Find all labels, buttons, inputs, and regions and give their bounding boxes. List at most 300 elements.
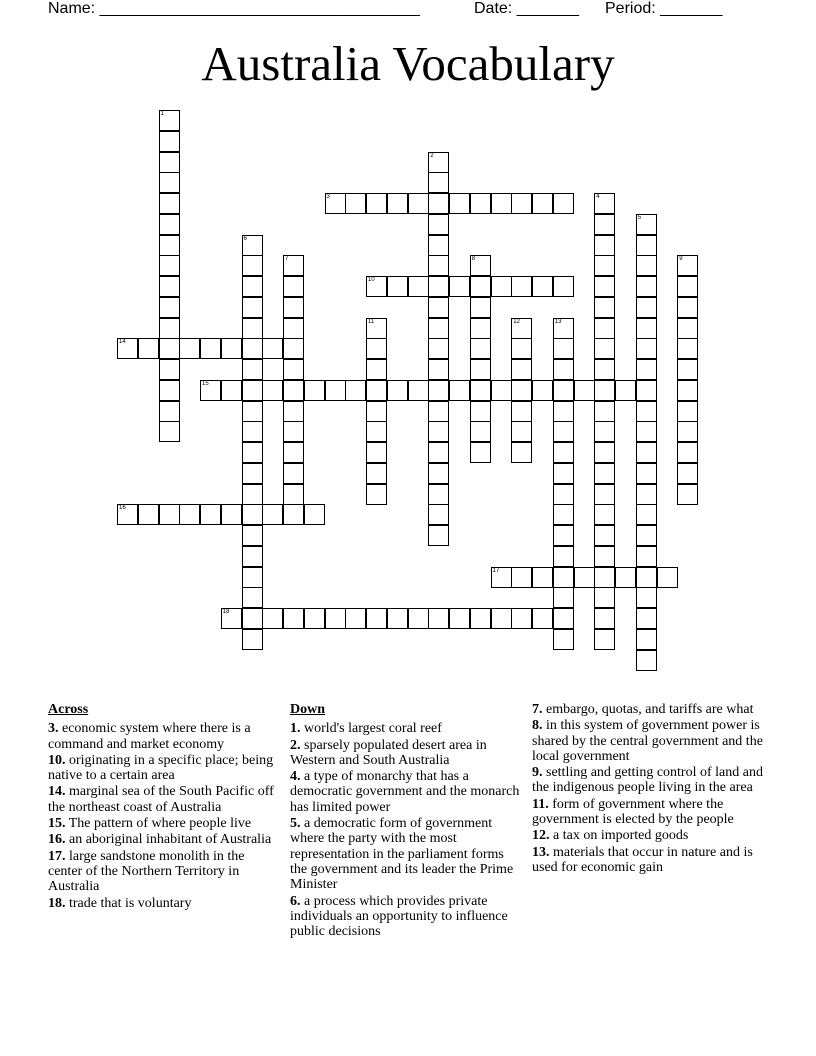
crossword-cell[interactable] [594,193,615,214]
cell-number: 9 [679,256,683,263]
crossword-cell[interactable] [242,235,263,256]
crossword-cell[interactable] [408,193,429,214]
clue-item [48,816,280,831]
crossword-cell[interactable] [262,380,283,401]
crossword-cell[interactable] [366,463,387,484]
crossword-cell[interactable] [511,193,532,214]
crossword-cell[interactable] [159,235,180,256]
clue-number: 1. [290,721,301,737]
crossword-cell[interactable] [553,380,574,401]
crossword-cell[interactable] [159,193,180,214]
crossword-cell[interactable] [636,525,657,546]
crossword-cell[interactable] [553,401,574,422]
clue-text: The pattern of where people live [68,816,252,832]
crossword-cell[interactable] [366,401,387,422]
crossword-cell[interactable] [636,359,657,380]
crossword-cell[interactable] [677,359,698,380]
cell-number: 12 [513,318,520,325]
crossword-cell[interactable] [242,442,263,463]
crossword-cell[interactable] [677,484,698,505]
clue-item [48,896,280,911]
crossword-cell[interactable] [283,608,304,629]
clue-item [532,845,764,876]
crossword-cell[interactable] [553,463,574,484]
crossword-cell[interactable] [594,297,615,318]
crossword-cell[interactable] [449,380,470,401]
clue-number: 8. [532,718,543,734]
crossword-cell[interactable] [532,193,553,214]
crossword-cell[interactable] [304,380,325,401]
crossword-cell[interactable] [283,504,304,525]
crossword-cell[interactable] [594,318,615,339]
crossword-cell[interactable] [179,338,200,359]
crossword-cell[interactable] [159,276,180,297]
crossword-cell[interactable] [117,504,138,525]
crossword-cell[interactable] [470,338,491,359]
crossword-cell[interactable] [511,401,532,422]
crossword-cell[interactable] [636,587,657,608]
crossword-cell[interactable] [677,442,698,463]
crossword-cell[interactable] [366,421,387,442]
crossword-cell[interactable] [117,338,138,359]
crossword-cell[interactable] [594,421,615,442]
crossword-cell[interactable] [242,484,263,505]
crossword-cell[interactable] [553,587,574,608]
crossword-cell[interactable] [283,442,304,463]
crossword-cell[interactable] [242,359,263,380]
crossword-cell[interactable] [283,359,304,380]
crossword-cell[interactable] [677,380,698,401]
crossword-cell[interactable] [594,338,615,359]
across-heading: Across [48,702,89,717]
crossword-cell[interactable] [366,318,387,339]
crossword-cell[interactable] [428,338,449,359]
crossword-cell[interactable] [636,567,657,588]
cell-number: 6 [243,235,247,242]
crossword-cell[interactable] [283,318,304,339]
crossword-cell[interactable] [159,131,180,152]
crossword-cell[interactable] [594,504,615,525]
clue-number: 14. [48,784,66,800]
clue-text: world's largest coral reef [304,721,442,737]
crossword-cell[interactable] [366,608,387,629]
crossword-cell[interactable] [594,401,615,422]
crossword-cell[interactable] [636,338,657,359]
crossword-cell[interactable] [553,318,574,339]
crossword-cell[interactable] [242,546,263,567]
crossword-cell[interactable] [428,401,449,422]
crossword-cell[interactable] [615,567,636,588]
crossword-cell[interactable] [553,338,574,359]
crossword-cell[interactable] [242,338,263,359]
crossword-cell[interactable] [636,380,657,401]
crossword-cell[interactable] [677,421,698,442]
crossword-cell[interactable] [511,567,532,588]
crossword-cell[interactable] [262,608,283,629]
crossword-cell[interactable] [428,421,449,442]
crossword-cell[interactable] [325,608,346,629]
down-heading: Down [290,702,326,717]
crossword-cell[interactable] [470,193,491,214]
crossword-cell[interactable] [553,525,574,546]
clue-number: 16. [48,832,66,848]
crossword-cell[interactable] [304,608,325,629]
crossword-cell[interactable] [636,421,657,442]
crossword-cell[interactable] [428,380,449,401]
crossword-cell[interactable] [470,359,491,380]
crossword-cell[interactable] [594,629,615,650]
page-title: Australia Vocabulary [201,36,615,91]
crossword-cell[interactable] [428,193,449,214]
crossword-cell[interactable] [553,484,574,505]
crossword-cell[interactable] [636,235,657,256]
crossword-cell[interactable] [159,401,180,422]
clue-text: a democratic form of government where the party with the most representation in the parliament forms the government and its leader the Prime Minister [290,816,514,893]
crossword-cell[interactable] [242,587,263,608]
crossword-cell[interactable] [283,255,304,276]
crossword-cell[interactable] [366,484,387,505]
crossword-cell[interactable] [428,172,449,193]
crossword-cell[interactable] [366,276,387,297]
crossword-cell[interactable] [594,463,615,484]
crossword-cell[interactable] [428,235,449,256]
crossword-cell[interactable] [408,608,429,629]
crossword-cell[interactable] [511,380,532,401]
crossword-cell[interactable] [159,255,180,276]
crossword-cell[interactable] [200,338,221,359]
clue-text: a process which provides private individuals an opportunity to influence public decisions [290,893,508,940]
crossword-cell[interactable] [470,380,491,401]
crossword-cell[interactable] [325,380,346,401]
crossword-cell[interactable] [553,442,574,463]
crossword-cell[interactable] [594,442,615,463]
crossword-cell[interactable] [138,338,159,359]
crossword-cell[interactable] [242,504,263,525]
crossword-cell[interactable] [262,504,283,525]
crossword-cell[interactable] [428,152,449,173]
clue-text: form of government where the government is elected by the people [532,796,734,828]
clue-number: 12. [532,828,550,844]
crossword-cell[interactable] [366,359,387,380]
crossword-cell[interactable] [242,380,263,401]
clue-item [290,816,522,892]
crossword-cell[interactable] [553,193,574,214]
crossword-cell[interactable] [511,421,532,442]
crossword-cell[interactable] [159,152,180,173]
clue-text: trade that is voluntary [69,895,192,911]
crossword-cell[interactable] [345,380,366,401]
crossword-cell[interactable] [366,193,387,214]
crossword-cell[interactable] [470,297,491,318]
crossword-cell[interactable] [470,276,491,297]
crossword-cell[interactable] [387,193,408,214]
clue-text: sparsely populated desert area in Western and South Australia [290,737,487,768]
crossword-cell[interactable] [636,318,657,339]
crossword-cell[interactable] [532,276,553,297]
crossword-cell[interactable] [636,608,657,629]
clue-item [290,738,522,769]
crossword-cell[interactable] [449,193,470,214]
crossword-cell[interactable] [242,255,263,276]
crossword-cell[interactable] [594,359,615,380]
crossword-cell[interactable] [594,214,615,235]
crossword-cell[interactable] [428,318,449,339]
crossword-cell[interactable] [511,338,532,359]
crossword-cell[interactable] [221,338,242,359]
crossword-cell[interactable] [677,255,698,276]
crossword-cell[interactable] [428,359,449,380]
crossword-cell[interactable] [325,193,346,214]
crossword-cell[interactable] [262,338,283,359]
crossword-cell[interactable] [636,297,657,318]
clue-number: 5. [290,816,301,832]
crossword-cell[interactable] [594,276,615,297]
crossword-cell[interactable] [553,567,574,588]
crossword-cell[interactable] [511,442,532,463]
crossword-cell[interactable] [677,463,698,484]
clue-number: 2. [290,737,301,753]
crossword-cell[interactable] [532,567,553,588]
clue-number: 17. [48,848,66,864]
cell-number: 14 [119,339,126,346]
crossword-cell[interactable] [283,421,304,442]
crossword-cell[interactable] [159,297,180,318]
crossword-cell[interactable] [138,504,159,525]
crossword-cell[interactable] [242,318,263,339]
crossword-cell[interactable] [449,276,470,297]
clue-item [532,797,764,828]
crossword-cell[interactable] [511,318,532,339]
crossword-cell[interactable] [636,546,657,567]
crossword-cell[interactable] [657,567,678,588]
crossword-cell[interactable] [615,380,636,401]
crossword-cell[interactable] [304,504,325,525]
crossword-cell[interactable] [242,525,263,546]
crossword-cell[interactable] [470,442,491,463]
crossword-cell[interactable] [677,338,698,359]
crossword-cell[interactable] [491,276,512,297]
clue-text: a type of monarchy that has a democratic government and the monarch has limited power [290,769,520,815]
clue-number: 10. [48,752,66,768]
crossword-cell[interactable] [283,338,304,359]
clue-number: 11. [532,796,549,812]
crossword-cell[interactable] [179,504,200,525]
clue-item [532,828,764,843]
clue-item [290,769,522,815]
crossword-cell[interactable] [428,214,449,235]
crossword-cell[interactable] [636,463,657,484]
crossword-cell[interactable] [366,338,387,359]
clue-number: 6. [290,893,301,909]
crossword-cell[interactable] [242,567,263,588]
clue-text: embargo, quotas, and tariffs are what [546,702,754,717]
crossword-cell[interactable] [553,629,574,650]
crossword-cell[interactable] [574,380,595,401]
crossword-cell[interactable] [449,608,470,629]
cell-number: 7 [285,256,289,263]
crossword-cell[interactable] [470,608,491,629]
clue-item [532,718,764,764]
crossword-cell[interactable] [636,442,657,463]
crossword-cell[interactable] [283,484,304,505]
crossword-cell[interactable] [553,359,574,380]
crossword-cell[interactable] [594,235,615,256]
cell-number: 4 [596,194,600,200]
crossword-cell[interactable] [242,276,263,297]
crossword-cell[interactable] [636,255,657,276]
crossword-cell[interactable] [221,608,242,629]
clue-text: marginal sea of the South Pacific off the northeast coast of Australia [48,784,274,815]
clue-number: 4. [290,769,301,785]
crossword-cell[interactable] [428,484,449,505]
crossword-cell[interactable] [594,567,615,588]
crossword-cell[interactable] [636,484,657,505]
crossword-cell[interactable] [636,629,657,650]
crossword-cell[interactable] [491,380,512,401]
crossword-cell[interactable] [387,608,408,629]
date-field-label: Date: _______ [474,0,579,17]
cell-number: 15 [202,380,209,387]
crossword-cell[interactable] [470,318,491,339]
crossword-cell[interactable] [594,380,615,401]
crossword-cell[interactable] [428,276,449,297]
crossword-cell[interactable] [242,297,263,318]
crossword-cell[interactable] [677,276,698,297]
crossword-cell[interactable] [636,276,657,297]
crossword-cell[interactable] [283,276,304,297]
crossword-cell[interactable] [242,463,263,484]
crossword-cell[interactable] [159,380,180,401]
clue-item [532,702,764,717]
crossword-cell[interactable] [677,401,698,422]
crossword-cell[interactable] [491,567,512,588]
cell-number: 5 [637,214,642,221]
down-clues-continued [532,702,764,876]
crossword-cell[interactable] [428,525,449,546]
crossword-cell[interactable] [428,297,449,318]
crossword-cell[interactable] [511,608,532,629]
crossword-cell[interactable] [408,276,429,297]
cell-number: 8 [471,256,476,263]
clue-item [48,784,280,815]
crossword-cell[interactable] [594,255,615,276]
crossword-cell[interactable] [366,442,387,463]
crossword-cell[interactable] [532,380,553,401]
crossword-cell[interactable] [491,608,512,629]
crossword-cell[interactable] [387,380,408,401]
across-clues [48,702,280,912]
crossword-cell[interactable] [159,338,180,359]
crossword-cell[interactable] [159,110,180,131]
crossword-cell[interactable] [242,629,263,650]
crossword-cell[interactable] [594,525,615,546]
crossword-cell[interactable] [553,504,574,525]
crossword-cell[interactable] [594,587,615,608]
crossword-cell[interactable] [574,567,595,588]
cell-number: 3 [326,194,330,200]
clue-text: originating in a specific place; being native to a certain area [48,752,274,784]
crossword-cell[interactable] [242,608,263,629]
crossword-cell[interactable] [221,380,242,401]
crossword-cell[interactable] [159,318,180,339]
crossword-cell[interactable] [159,172,180,193]
crossword-cell[interactable] [677,318,698,339]
crossword-cell[interactable] [408,380,429,401]
clue-number: 3. [48,721,59,737]
down-clues [290,702,522,940]
crossword-cell[interactable] [283,463,304,484]
crossword-cell[interactable] [511,276,532,297]
crossword-cell[interactable] [594,484,615,505]
crossword-cell[interactable] [159,504,180,525]
crossword-cell[interactable] [553,546,574,567]
crossword-cell[interactable] [594,608,615,629]
crossword-cell[interactable] [491,193,512,214]
crossword-cell[interactable] [428,255,449,276]
crossword-cell[interactable] [428,608,449,629]
clue-text: settling and getting control of land and the indigenous people living in the area [532,765,763,796]
crossword-cell[interactable] [200,504,221,525]
crossword-cell[interactable] [636,504,657,525]
crossword-cell[interactable] [470,401,491,422]
crossword-cell[interactable] [553,276,574,297]
cell-number: 1 [160,111,164,117]
crossword-cell[interactable] [553,608,574,629]
crossword-cell[interactable] [159,421,180,442]
crossword-cell[interactable] [532,608,553,629]
clue-item [48,721,280,752]
clue-item [290,721,522,736]
crossword-cell[interactable] [242,421,263,442]
crossword-cell[interactable] [428,463,449,484]
name-field-label: Name: ____________________________________ [48,0,420,17]
crossword-cell[interactable] [511,359,532,380]
crossword-cell[interactable] [470,255,491,276]
crossword-cell[interactable] [636,401,657,422]
crossword-cell[interactable] [428,442,449,463]
clue-text: large sandstone monolith in the center of the Northern Territory in Australia [48,848,245,895]
crossword-cell[interactable] [677,297,698,318]
crossword-cell[interactable] [242,401,263,422]
crossword-cell[interactable] [387,276,408,297]
crossword-cell[interactable] [283,297,304,318]
crossword-cell[interactable] [283,380,304,401]
crossword-cell[interactable] [594,546,615,567]
clue-item [48,832,280,847]
crossword-cell[interactable] [428,504,449,525]
clue-number: 15. [48,816,66,832]
crossword-cell[interactable] [345,608,366,629]
clue-text: in this system of government power is shared by the central government and the local government [532,718,763,764]
crossword-cell[interactable] [553,421,574,442]
crossword-cell[interactable] [345,193,366,214]
crossword-cell[interactable] [221,504,242,525]
crossword-cell[interactable] [159,214,180,235]
cell-number: 11 [368,318,375,325]
crossword-cell[interactable] [283,401,304,422]
period-field-label: Period: _______ [605,0,723,17]
clue-item [290,894,522,940]
crossword-cell[interactable] [200,380,221,401]
crossword-cell[interactable] [366,380,387,401]
crossword-cell[interactable] [636,214,657,235]
crossword-cell[interactable] [470,421,491,442]
crossword-cell[interactable] [636,650,657,671]
cell-number: 18 [222,609,230,615]
clue-number: 18. [48,895,66,911]
crossword-cell[interactable] [159,359,180,380]
cell-number: 10 [368,277,375,283]
